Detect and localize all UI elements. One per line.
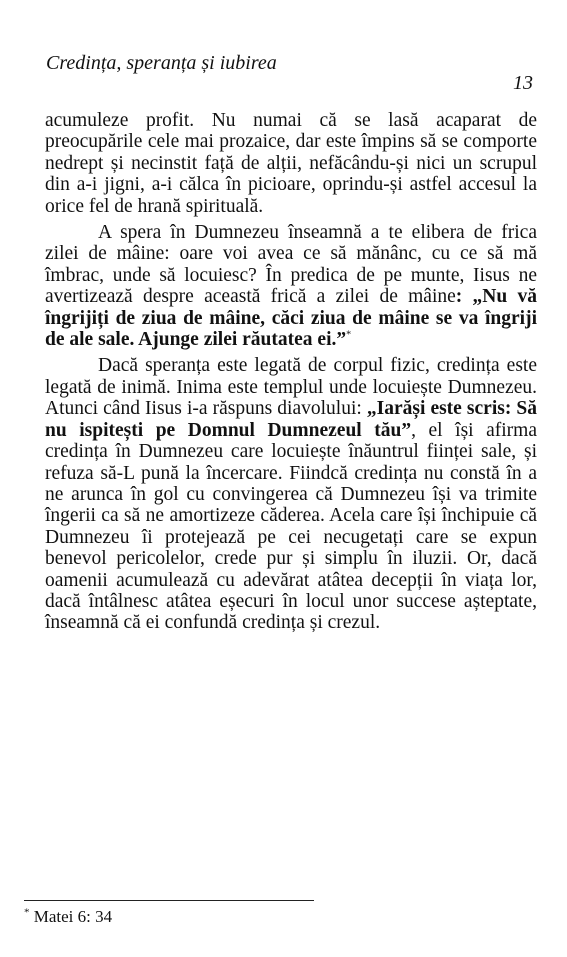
footnote-text: Matei 6: 34 — [33, 907, 113, 926]
quote-matthew: : „Nu vă îngrijiți de ziua de mâine, căci ziua de mâine se va îngriji de ale sale. Ajunge zilei răutatea ei.” — [45, 286, 538, 351]
body-text — [45, 110, 537, 634]
paragraph-1: acumuleze profit. Nu numai că se lasă acaparat de preocupările cele mai prozaice, dar este împins să se comporte nedrept și necinstit față de alții, nefăcându-și nici un scrupul din a-i jigni, a-i călca în picioare, oprindu-și astfel accesul la orice fel de hrană spirituală. — [45, 110, 537, 217]
page-number: 13 — [513, 72, 533, 94]
footnote-marker: * — [346, 329, 352, 341]
paragraph-2-text: A spera în Dumnezeu înseamnă a te elibera de frica zilei de mâine: oare voi avea ce să mănânc, cu ce să mă îmbrac, unde să locuiesc? În predica de pe munte, Iisus ne avertizează despre această frică a zilei de mâine — [45, 222, 537, 308]
paragraph-3 — [45, 355, 537, 633]
running-header-title: Credința, speranța și iubirea — [46, 52, 277, 74]
paragraph-2 — [45, 222, 537, 350]
footnote-divider — [24, 900, 314, 901]
footnote-mark: * — [24, 906, 30, 919]
paragraph-3-text-end: , el își afirma credința în Dumnezeu care locuiește înăuntrul ființei sale, și refuza să-L pună la încercare. Fiindcă credința nu constă în a ne arunca în gol cu convingerea că Dumnezeu își va trimite îngerii ca să ne amortizeze căderea. Acela care își închipuie că Dumnezeu îi protejează pe cei necugetați care se expun benevol pericolelor, crede pur și simplu în iluzii. Or, dacă oamenii acumulează cu adevărat atâtea decepții în viața lor, dacă întâlnesc atâtea eșecuri în locul unor succese așteptate, înseamnă că ei confundă credința și crezul. — [45, 419, 537, 634]
paragraph-3-text-start: Dacă speranța este legată de corpul fizic, credința este legată de inimă. Inima este templul unde locuiește Dumnezeu. Atunci când Iisus i-a răspuns diavolului: — [45, 355, 537, 420]
footnote — [24, 907, 112, 927]
quote-scripture: „Iarăși este scris: Să nu ispitești pe Domnul Dumnezeul tău” — [45, 398, 537, 441]
